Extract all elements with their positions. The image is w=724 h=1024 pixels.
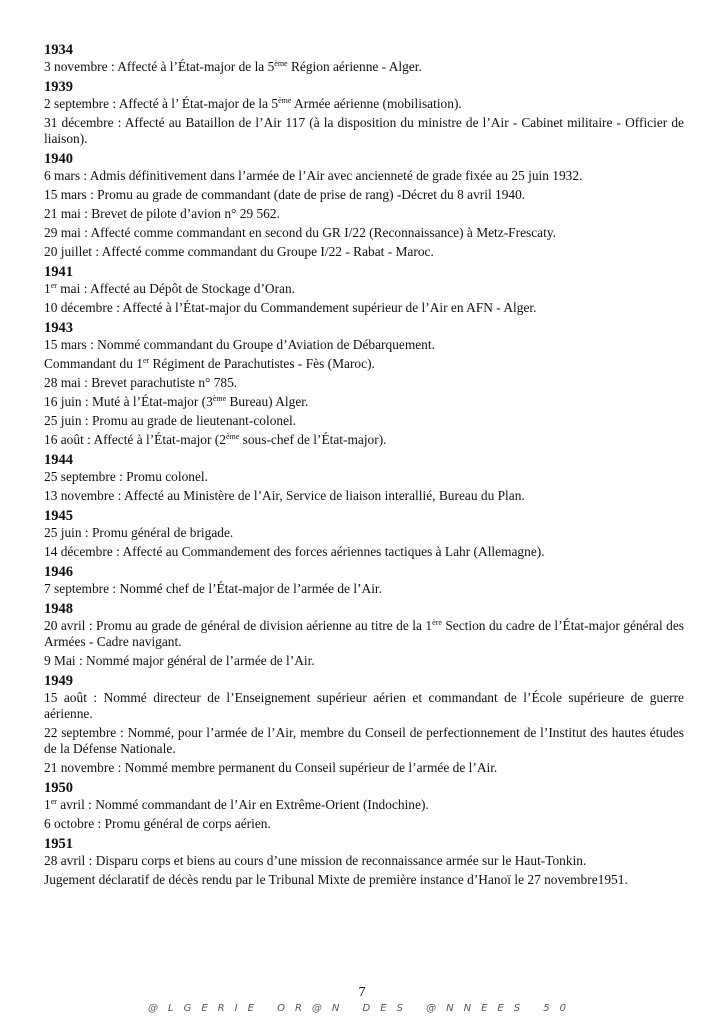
entry-text: Armée aérienne (mobilisation). [291,96,462,111]
entry-text: Commandant du 1 [44,356,143,371]
ordinal-superscript: er [50,281,57,290]
timeline-entry [44,300,684,316]
entry-text: 31 décembre : Affecté au Bataillon de l’Air 117 (à la disposition du ministre de l’Air - Cabinet militaire - Officier de liaison). [44,115,684,146]
timeline-entry [44,187,684,203]
timeline-entry [44,797,684,813]
entry-text: Région aérienne - Alger. [287,59,422,74]
timeline-entry [44,618,684,650]
timeline-entry [44,206,684,222]
year-heading: 1943 [44,320,73,336]
entry-text: 15 août : Nommé directeur de l’Enseignement supérieur aérien et commandant de l’École supérieure de guerre aérienne. [44,690,684,721]
entry-text: Section du cadre de l’État-major général des Armées - Cadre navigant. [44,618,684,649]
timeline-entry [44,413,684,429]
timeline-entry [44,394,684,410]
timeline-entry [44,760,684,776]
entry-text: 9 Mai : Nommé major général de l’armée de l’Air. [44,653,315,668]
year-heading: 1949 [44,673,73,689]
year-heading: 1940 [44,151,73,167]
ordinal-superscript: er [142,356,150,365]
year-heading: 1941 [44,264,73,280]
entry-text: 28 mai : Brevet parachutiste n° 785. [44,375,238,390]
timeline-entry [44,816,684,832]
timeline-entry [44,469,684,485]
ordinal-superscript: er [50,797,57,806]
year-heading: 1951 [44,836,73,852]
year-heading: 1939 [44,79,73,95]
year-heading: 1944 [44,452,73,468]
year-heading: 1945 [44,508,73,524]
page-number: 7 [358,985,366,1000]
timeline-entry [44,375,684,391]
ordinal-superscript: ème [225,432,240,441]
entry-text: mai : Affecté au Dépôt de Stockage d’Oran. [56,281,296,296]
entry-text: 6 mars : Admis définitivement dans l’armée de l’Air avec ancienneté de grade fixée au 25 juin 1932. [44,168,583,183]
entry-text: 25 juin : Promu au grade de lieutenant-colonel. [44,413,297,428]
timeline-entry [44,544,684,560]
entry-text: 20 avril : Promu au grade de général de division aérienne au titre de la 1 [44,618,433,633]
entry-text: 28 avril : Disparu corps et biens au cours d’une mission de reconnaissance armée sur le Haut-Tonkin. [44,853,587,868]
entry-text: 25 septembre : Promu colonel. [44,469,209,484]
timeline-entry [44,96,684,112]
entry-text: 6 octobre : Promu général de corps aérien. [44,816,271,831]
year-heading: 1948 [44,601,73,617]
timeline-entry [44,872,684,888]
entry-text: 15 mars : Nommé commandant du Groupe d’Aviation de Débarquement. [44,337,435,352]
ordinal-superscript: ème [278,96,292,105]
timeline-entry [44,525,684,541]
entry-text: 2 septembre : Affecté à l’ État-major de la 5 [44,96,279,111]
page-footer: @LGERIE OR@N DES @NNEES 50 [148,1003,576,1014]
entry-text: Bureau) Alger. [226,394,309,409]
ordinal-superscript: ère [432,618,442,627]
entry-text: Jugement déclaratif de décès rendu par le Tribunal Mixte de première instance d’Hanoï le 27 novembre1951. [44,872,628,887]
timeline-entry [44,581,684,597]
timeline-entry [44,244,684,260]
ordinal-superscript: ème [212,394,227,403]
year-heading: 1946 [44,564,73,580]
timeline-entry [44,432,684,448]
year-heading: 1950 [44,780,73,796]
entry-text: 29 mai : Affecté comme commandant en second du GR I/22 (Reconnaissance) à Metz-Frescaty. [44,225,557,240]
entry-text: 7 septembre : Nommé chef de l’État-major de l’armée de l’Air. [44,581,382,596]
entry-text: 20 juillet : Affecté comme commandant du Groupe I/22 - Rabat - Maroc. [44,244,434,259]
entry-text: 16 juin : Muté à l’État-major (3 [44,394,213,409]
timeline-entry [44,59,684,75]
timeline-entry [44,488,684,504]
entry-text: 21 novembre : Nommé membre permanent du Conseil supérieur de l’armée de l’Air. [44,760,498,775]
entry-text: 1 [44,797,51,812]
entry-text: 21 mai : Brevet de pilote d’avion n° 29 562. [44,206,280,221]
entry-text: 14 décembre : Affecté au Commandement des forces aériennes tactiques à Lahr (Allemagne). [44,544,545,559]
entry-text: 25 juin : Promu général de brigade. [44,525,234,540]
timeline-entry [44,853,684,869]
document-body [44,40,684,891]
timeline-entry [44,115,684,147]
entry-text: 10 décembre : Affecté à l’État-major du Commandement supérieur de l’Air en AFN - Alger. [44,300,537,315]
entry-text: 1 [44,281,51,296]
timeline-entry [44,653,684,669]
timeline-entry [44,281,684,297]
timeline-entry [44,356,684,372]
timeline-entry [44,690,684,722]
entry-text: 13 novembre : Affecté au Ministère de l’Air, Service de liaison interallié, Bureau du Plan. [44,488,525,503]
entry-text: 22 septembre : Nommé, pour l’armée de l’Air, membre du Conseil de perfectionnement de l’Institut des hautes études de la Défense Nationale. [44,725,684,756]
timeline-entry [44,337,684,353]
entry-text: sous-chef de l’État-major). [239,432,387,447]
ordinal-superscript: ème [274,59,288,68]
entry-text: avril : Nommé commandant de l’Air en Extrême-Orient (Indochine). [56,797,429,812]
timeline-entry [44,225,684,241]
entry-text: Régiment de Parachutistes - Fès (Maroc). [149,356,375,371]
timeline-entry [44,168,684,184]
entry-text: 16 août : Affecté à l’État-major (2 [44,432,226,447]
entry-text: 15 mars : Promu au grade de commandant (date de prise de rang) -Décret du 8 avril 1940. [44,187,526,202]
timeline-entry [44,725,684,757]
entry-text: 3 novembre : Affecté à l’État-major de la 5 [44,59,275,74]
year-heading: 1934 [44,42,73,58]
